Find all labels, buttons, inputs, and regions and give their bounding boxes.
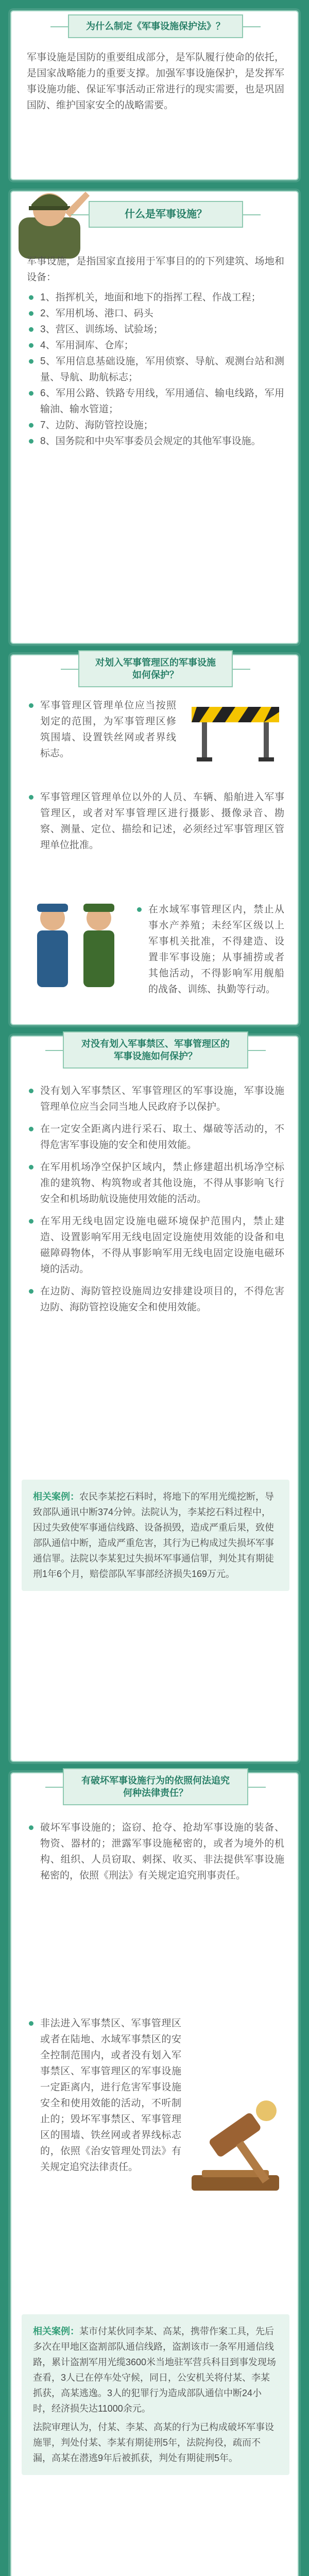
section-card-why xyxy=(10,10,299,180)
protection-item xyxy=(135,902,284,997)
list-item: 6、军用公路、铁路专用线，军用通信、输电线路，军用输油、输水管道； xyxy=(27,385,284,417)
facility-list xyxy=(27,290,284,449)
list-item: 7、边防、海防管控设施； xyxy=(27,417,284,433)
section-card-legal-liability xyxy=(10,1772,299,2576)
section-paragraph: 军事设施是国防的重要组成部分，是军队履行使命的依托，是国家战略能力的重要支撑。加强军事设施保护，是发挥军事设施功能、保证军事活动正常进行的现实需要，也是巩固国防、维护国家安全的战略需要。 xyxy=(27,52,284,111)
section-title: 对没有划入军事禁区、军事管理区的军事设施如何保护？ xyxy=(63,1031,248,1069)
list-item: 5、军用信息基础设施，军用侦察、导航、观测台站和测量、导航、助航标志； xyxy=(27,353,284,385)
list-item: 4、军用洞库、仓库； xyxy=(27,337,284,353)
case-text: 农民李某挖石料时，将地下的军用光缆挖断，导致部队通讯中断374分钟。法院认为，李某挖石料过程中，因过失致使军事通信线路、设备损毁，造成严重后果，致使部队通信中断，造成严重危害，其行为已构成过失损坏军事通信罪。法院以李某犯过失损坏军事通信罪，判处其有期徒刑1年6个月，赔偿部队军事部经济损失169万元。 xyxy=(33,1492,274,1579)
liability-item xyxy=(27,2015,181,2175)
section-intro: 军事设施，是指国家直接用于军事目的的下列建筑、场地和设备： xyxy=(27,256,284,283)
case-text-2: 法院审理认为，付某、李某、高某的行为已构成破坏军事设施罪，判处付某、李某有期徒刑5年，法院拘役，疏而不漏，高某在潜逃9年后被抓获，判处有期徒刑5年。 xyxy=(33,2422,274,2463)
list-item: 在水域军事管理区内，禁止从事水产养殖；未经军区级以上军事机关批准，不得建造、设置非军事设施；从事捕捞或者其他活动，不得影响军用舰船的战备、训练、执勤等行动。 xyxy=(135,902,284,997)
section-card-management-zone xyxy=(10,654,299,1025)
list-item: 3、营区、训练场、试验场； xyxy=(27,321,284,337)
case-text: 某市付某伙同李某、高某，携带作案工具，先后多次在甲地区盗割部队通信线路，盗割该市一条军用通信线路，累计盗割军用光缆3600米当地驻军营兵科目到事发现场查看，3人已在停车处守候，同日，公安机关将付某、李某抓获，高某逃逸。3人的犯罪行为造成部队通信中断24小时，经济损失达11000余元。 xyxy=(33,2326,277,2414)
case-box xyxy=(22,2314,289,2475)
section-title: 什么是军事设施？ xyxy=(89,201,243,228)
list-item: 非法进入军事禁区、军事管理区或者在陆地、水域军事禁区的安全控制范围内，或者没有划入军事禁区、军事管理区的军事设施一定距离内，进行危害军事设施安全和使用效能的活动，不听制止的；毁坏军事禁区、军事管理区的围墙、铁丝网或者界线标志的，依照《治安管理处罚法》有关规定追究法律责任。 xyxy=(27,2015,181,2175)
protection-item xyxy=(27,698,176,761)
case-label: 相关案例： xyxy=(33,1492,79,1502)
section-title: 为什么制定《军事设施保护法》？ xyxy=(68,14,243,38)
list-item: 2、军用机场、港口、码头 xyxy=(27,306,284,321)
gavel-illustration xyxy=(181,2093,289,2201)
list-item: 在一定安全距离内进行采石、取土、爆破等活动的，不得危害军事设施的安全和使用效能。 xyxy=(27,1121,284,1153)
section-title: 有破坏军事设施行为的依照何法追究何种法律责任？ xyxy=(63,1768,248,1805)
case-label: 相关案例： xyxy=(33,2326,79,2336)
list-item: 8、国务院和中央军事委员会规定的其他军事设施。 xyxy=(27,433,284,449)
section-title: 对划入军事管理区的军事设施如何保护？ xyxy=(78,650,233,687)
list-item: 没有划入军事禁区、军事管理区的军事设施，军事设施管理单位应当会同当地人民政府予以保护。 xyxy=(27,1083,284,1115)
protection-list xyxy=(27,1083,284,1315)
list-item: 军事管理区管理单位应当按照划定的范围，为军事管理区修筑围墙、设置铁丝网或者界线标志。 xyxy=(27,698,176,761)
liability-item xyxy=(27,1820,284,1884)
section-card-what xyxy=(10,191,299,644)
list-item: 破坏军事设施的；盗窃、抢夺、抢劫军事设施的装备、物资、器材的；泄露军事设施秘密的，或者为境外的机构、组织、人员窃取、刺探、收买、非法提供军事设施秘密的，依照《刑法》有关规定追究刑事责任。 xyxy=(27,1820,284,1884)
list-item: 1、指挥机关，地面和地下的指挥工程、作战工程； xyxy=(27,290,284,306)
list-item: 在边防、海防管控设施周边安排建设项目的，不得危害边防、海防管控设施安全和使用效能。 xyxy=(27,1283,284,1315)
guards-illustration xyxy=(22,897,130,995)
case-box xyxy=(22,1480,289,1591)
list-item: 在军用机场净空保护区域内，禁止修建超出机场净空标准的建筑物、构筑物或者其他设施，不得从事影响飞行安全和机场助航设施使用效能的活动。 xyxy=(27,1159,284,1207)
list-item: 军事管理区管理单位以外的人员、车辆、船舶进入军事管理区，或者对军事管理区进行摄影、摄像录音、勘察、测量、定位、描绘和记述，必须经过军事管理区管理单位批准。 xyxy=(27,789,284,853)
section-card-other-facilities xyxy=(10,1036,299,1762)
soldier-salute-illustration xyxy=(8,181,91,259)
protection-item xyxy=(27,789,284,853)
list-item: 在军用无线电固定设施电磁环境保护范围内，禁止建造、设置影响军用无线电固定设施使用效能的设备和电磁障碍物体，不得从事影响军用无线电固定设施电磁环境的活动。 xyxy=(27,1213,284,1277)
road-barrier-illustration xyxy=(181,697,289,764)
